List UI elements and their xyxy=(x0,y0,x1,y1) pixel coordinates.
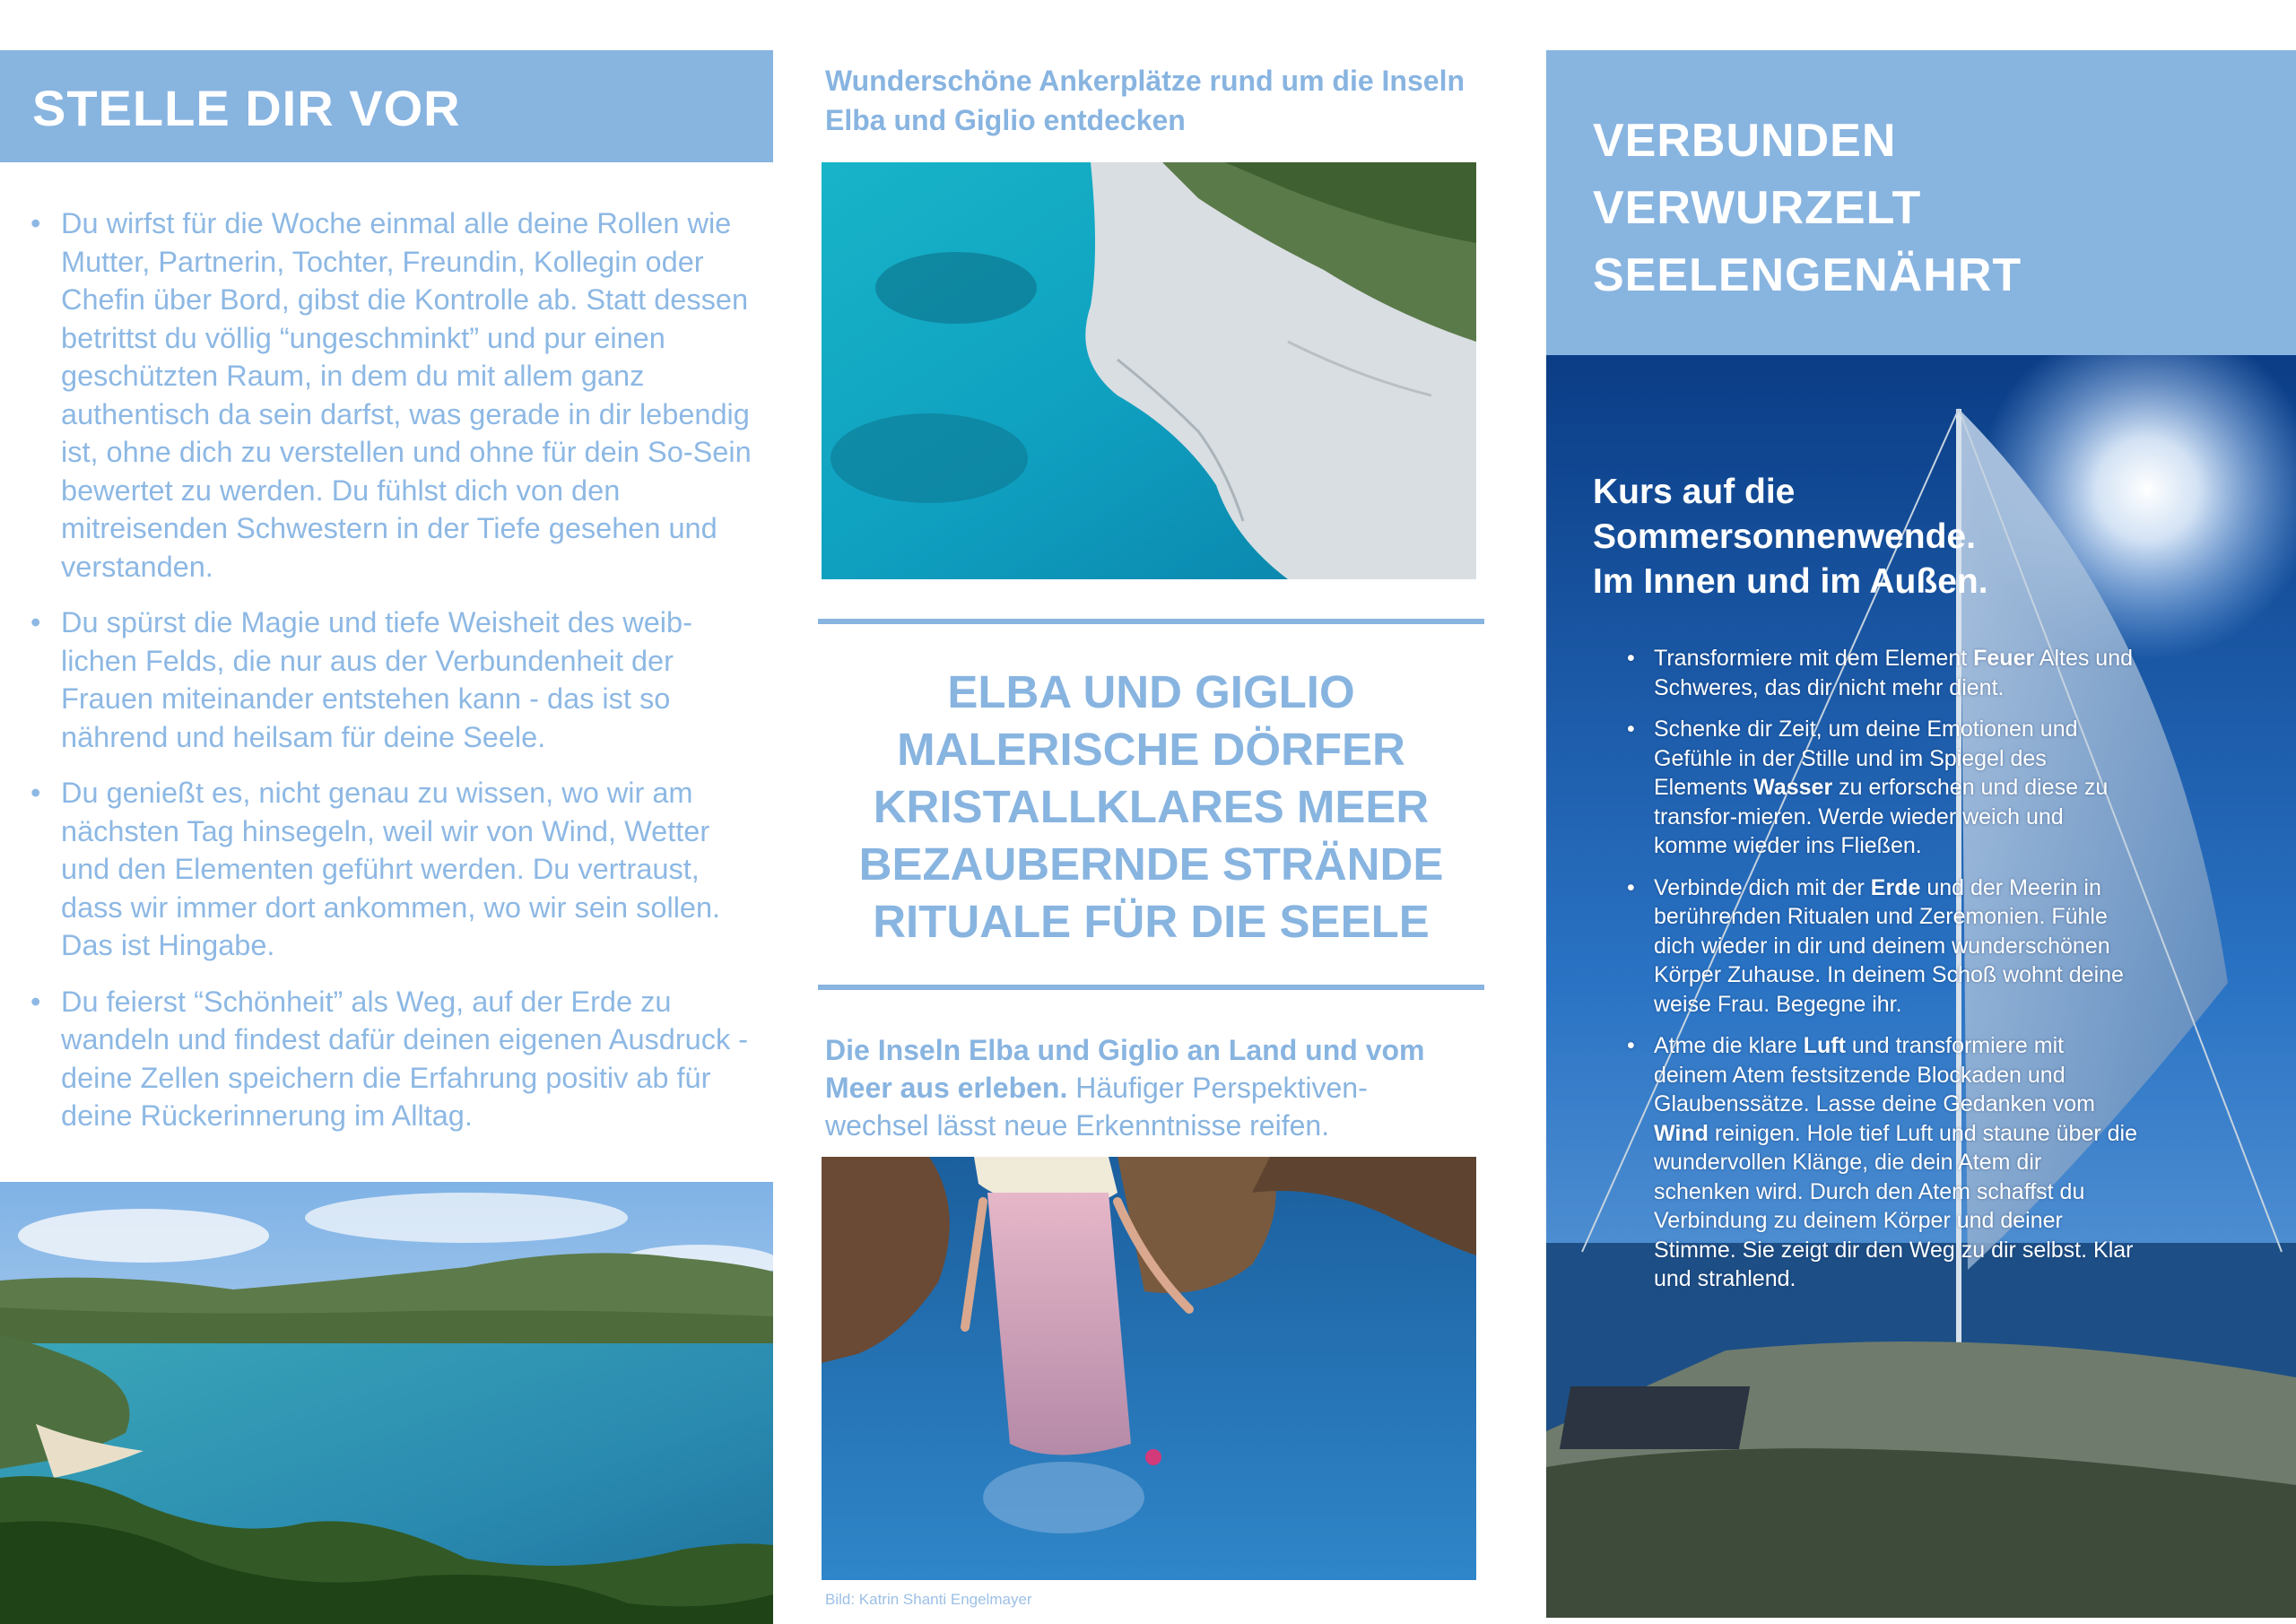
element-keyword: Wasser xyxy=(1753,775,1833,800)
text-segment: Atme die klare xyxy=(1654,1033,1804,1058)
subtitle-line: Kurs auf die xyxy=(1593,473,1796,511)
list-item xyxy=(1622,873,2142,1020)
element-keyword: Luft xyxy=(1803,1033,1846,1058)
headline-line: BEZAUBERNDE STRÄNDE xyxy=(858,838,1444,890)
text-segment: Transformiere mit dem Element xyxy=(1654,646,1974,671)
title-line: SEELENGENÄHRT xyxy=(1593,249,2022,301)
caption-bold: Die Inseln Elba und Giglio an Land und vom Meer aus erleben. xyxy=(825,1034,1425,1104)
text-segment: Schenke dir Zeit, um deine Emotionen und Gefühle in der Stille und im Spiegel des Elements xyxy=(1654,716,2078,800)
headline-block xyxy=(818,664,1484,951)
headline-line: MALERISCHE DÖRFER xyxy=(897,724,1405,775)
list-item: • Du wirfst für die Woche einmal alle deine Rollen wie Mutter, Partnerin, Tochter, Freundin, Kollegin oder Chefin über Bord, gibst die Kontrolle ab. Statt dessen betrittst du völlig “ungeschminkt” und pur einen geschützten Raum, in dem du mit allem ganz authentisch da sein darfst, was gerade in dir lebendig ist, ohne dich zu verstellen und ohne für dein So-Sein bewertet zu werden. Du fühlst dich von den mitreisenden Schwestern in der Tiefe gesehen und verstanden. xyxy=(27,204,753,586)
title-line: VERWURZELT xyxy=(1593,182,1922,234)
left-bullet-list xyxy=(27,204,753,1153)
subtitle-line: Sommersonnenwende. xyxy=(1593,517,1976,556)
list-item xyxy=(1622,715,2142,861)
caption-rest: Häufiger Perspektiven-wechsel lässt neue Erkenntnisse reifen. xyxy=(825,1072,1368,1142)
element-keyword: Wind xyxy=(1654,1120,1709,1146)
aerial-coast-photo xyxy=(822,162,1476,579)
text-segment: und transformiere mit deinem Atem festsitzende Blockaden und Glaubenssätze. Lasse deine Gedanken vom xyxy=(1654,1033,2095,1116)
headline-line: ELBA UND GIGLIO xyxy=(947,666,1355,717)
list-item xyxy=(1622,644,2142,702)
list-item: • Du feierst “Schönheit” als Weg, auf der Erde zu wandeln und findest dafür deinen eigenen Ausdruck - deine Zellen speichern die Erfahrung positiv ab für deine Rückerinnerung im Alltag. xyxy=(27,983,753,1135)
bottom-photo-caption xyxy=(825,1031,1471,1144)
right-title xyxy=(1593,108,2022,309)
top-photo-caption: Wunderschöne Ankerplätze rund um die Inseln Elba und Giglio entdecken xyxy=(825,65,1465,136)
text-segment: und der Meerin in berührenden Ritualen und Zeremonien. Fühle dich wieder in dir und deinem wunderschönen Körper Zuhause. In deinem Schoß wohnt deine weise Frau. Begegne ihr. xyxy=(1654,874,2124,1017)
divider-bottom xyxy=(818,985,1484,990)
element-keyword: Feuer xyxy=(1973,646,2035,671)
text-segment: reinigen. Hole tief Luft und staune über die wundervollen Klänge, die dein Atem dir schenken wird. Durch den Atem schaffst du Verbindung zu deinem Körper und deiner Stimme. Sie zeigt dir den Weg zu dir selbst. Klar und strahlend. xyxy=(1654,1120,2137,1291)
headline-line: RITUALE FÜR DIE SEELE xyxy=(873,896,1430,947)
title-line: VERBUNDEN xyxy=(1593,115,1897,167)
divider-top xyxy=(818,619,1484,624)
right-subtitle xyxy=(1593,470,1988,604)
text-segment: Altes und Schweres, das dir nicht mehr dient. xyxy=(1654,646,2134,700)
left-title: STELLE DIR VOR xyxy=(32,80,461,136)
list-item xyxy=(1622,1031,2142,1294)
text-segment: zu erforschen und diese zu transfor-mieren. Werde wieder weich und komme wieder ins Fließen. xyxy=(1654,775,2109,858)
text-segment: Verbinde dich mit der xyxy=(1654,874,1871,900)
coast-landscape-photo xyxy=(0,1182,773,1624)
right-bullet-list xyxy=(1622,644,2142,1307)
element-keyword: Erde xyxy=(1870,874,1921,900)
list-item: • Du genießt es, nicht genau zu wissen, wo wir am nächsten Tag hinsegeln, weil wir von Wind, Wetter und den Elementen geführt werden. Du vertraust, dass wir immer dort ankommen, wo wir sein sollen. Das ist Hingabe. xyxy=(27,774,753,965)
headline-line: KRISTALLKLARES MEER xyxy=(873,781,1430,832)
woman-in-water-photo xyxy=(822,1157,1476,1580)
subtitle-line: Im Innen und im Außen. xyxy=(1593,562,1988,601)
photo-credit: Bild: Katrin Shanti Engelmayer xyxy=(825,1591,1032,1608)
list-item: • Du spürst die Magie und tiefe Weisheit des weib-lichen Felds, die nur aus der Verbundenheit der Frauen miteinander entstehen kann - das ist so nährend und heilsam für deine Seele. xyxy=(27,604,753,756)
